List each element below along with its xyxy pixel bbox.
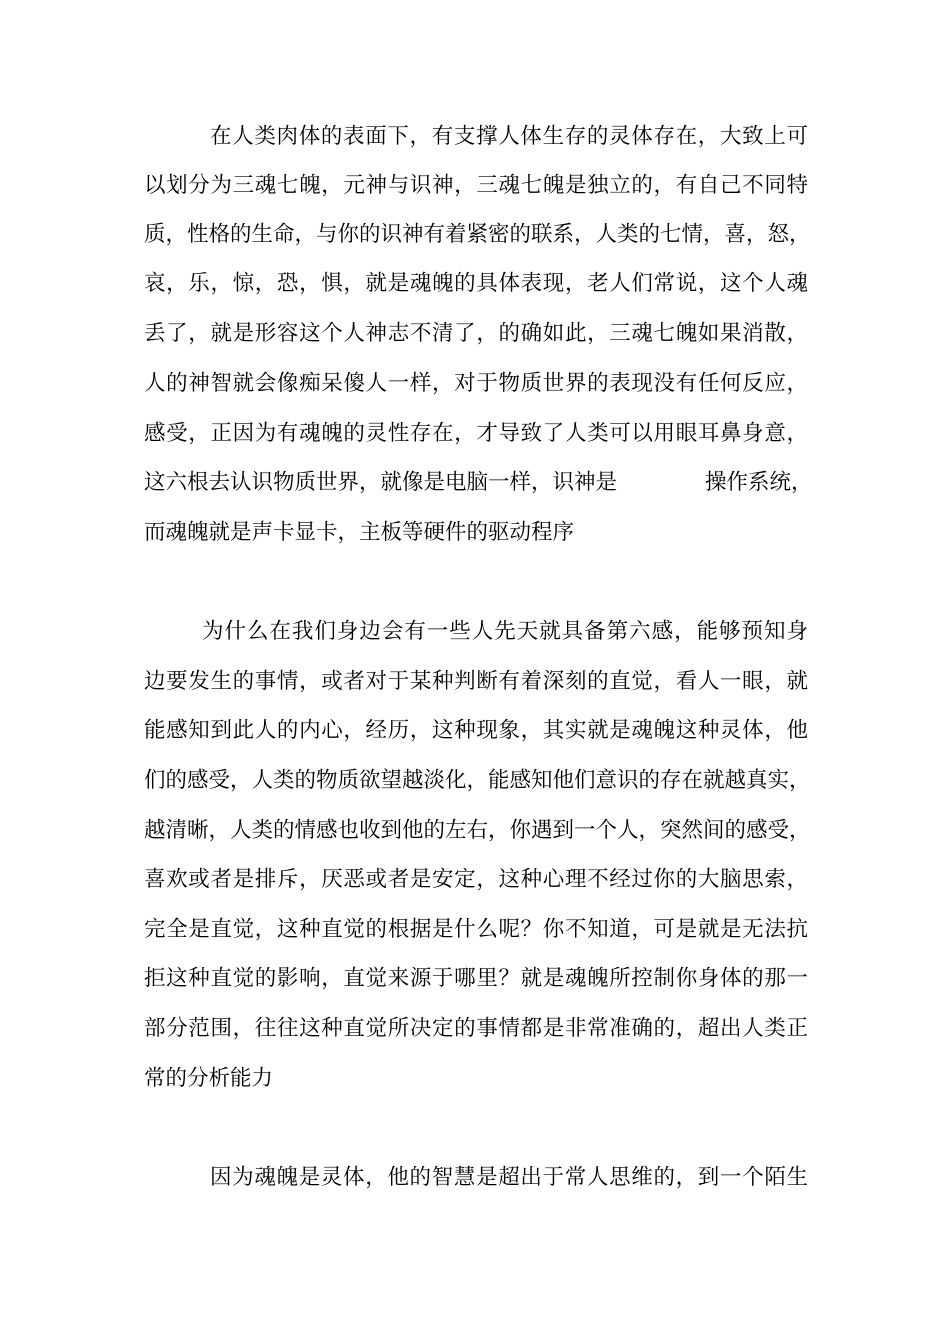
paragraph-2-line-10: 常的分析能力 (144, 1066, 274, 1091)
paragraph-2-line-7: 完全是直觉，这种直觉的根据是什么呢？你不知道，可是就是无法抗 (144, 917, 808, 942)
paragraph-1-line-2: 以划分为三魂七魄，元神与识神，三魂七魄是独立的，有自己不同特 (144, 173, 808, 198)
paragraph-3-line-1: 因为魂魄是灵体，他的智慧是超出于常人思维的，到一个陌生 (210, 1165, 808, 1190)
paragraph-1-line-7: 感受，正因为有魂魄的灵性存在，才导致了人类可以用眼耳鼻身意， (144, 421, 808, 446)
paragraph-1-line-8b: 操作系统， (705, 470, 813, 495)
paragraph-2-line-3: 能感知到此人的内心，经历，这种现象，其实就是魂魄这种灵体，他 (144, 718, 808, 743)
paragraph-1-line-6: 人的神智就会像痴呆傻人一样，对于物质世界的表现没有任何反应， (144, 371, 808, 396)
paragraph-2-line-1: 为什么在我们身边会有一些人先天就具备第六感，能够预知身 (202, 619, 808, 644)
paragraph-1-line-1: 在人类肉体的表面下，有支撑人体生存的灵体存在，大致上可 (210, 124, 808, 149)
paragraph-1-line-8: 这六根去认识物质世界，就像是电脑一样，识神是 (144, 470, 618, 495)
paragraph-1-line-4: 哀，乐，惊，恐，惧，就是魂魄的具体表现，老人们常说，这个人魂 (144, 271, 808, 296)
paragraph-1-line-5: 丢了，就是形容这个人神志不清了，的确如此，三魂七魄如果消散， (144, 321, 808, 346)
paragraph-2-line-6: 喜欢或者是排斥，厌恶或者是安定，这种心理不经过你的大脑思索， (144, 867, 808, 892)
paragraph-2-line-2: 边要发生的事情，或者对于某种判断有着深刻的直觉，看人一眼，就 (144, 669, 808, 694)
paragraph-1-line-9: 而魂魄就是声卡显卡，主板等硬件的驱动程序 (144, 520, 575, 545)
paragraph-2-line-9: 部分范围，往往这种直觉所决定的事情都是非常准确的，超出人类正 (144, 1016, 808, 1041)
paragraph-2-line-4: 们的感受，人类的物质欲望越淡化，能感知他们意识的存在就越真实， (144, 768, 811, 793)
paragraph-2-line-8: 拒这种直觉的影响，直觉来源于哪里？就是魂魄所控制你身体的那一 (144, 966, 808, 991)
paragraph-2-line-5: 越清晰，人类的情感也收到他的左右，你遇到一个人，突然间的感受， (144, 818, 811, 843)
paragraph-1-line-3: 质，性格的生命，与你的识神有着紧密的联系，人类的七情，喜，怒， (144, 222, 811, 247)
